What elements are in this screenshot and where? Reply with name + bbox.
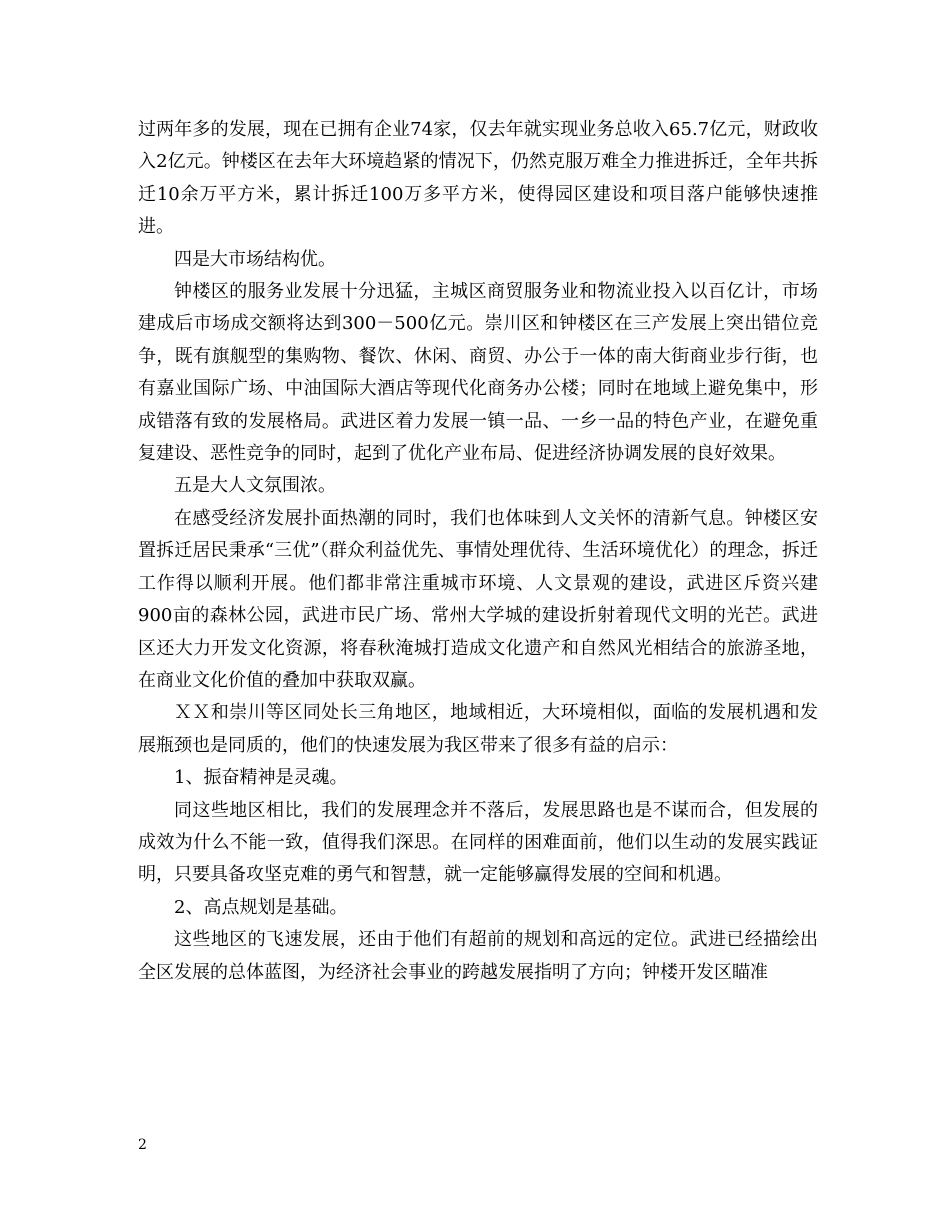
paragraph: 2、高点规划是基础。	[174, 896, 348, 918]
paragraph: 五是大人文氛围浓。	[174, 475, 336, 497]
paragraph: 在感受经济发展扑面热潮的同时，我们也体味到人文关怀的清新气息。钟楼区安置拆迁居民秉承“三优”（群众利益优先、事情处理优待、生活环境优化）的理念，拆迁工作得以顺利开展。他们都非常注重城市环境、人文景观的建设，武进区斥资兴建900亩的森林公园，武进市民广场、常州大学城的建设折射着现代文明的光芒。武进区还大力开发文化资源，将春秋淹城打造成文化遗产和自然风光相结合的旅游圣地，在商业文化价值的叠加中获取双赢。	[138, 507, 818, 691]
paragraph: 1、振奋精神是灵魂。	[174, 767, 348, 789]
paragraph: ＸＸ和崇川等区同处长三角地区，地域相近，大环境相似，面临的发展机遇和发展瓶颈也是同质的，他们的快速发展为我区带来了很多有益的启示：	[138, 702, 818, 756]
paragraph: 这些地区的飞速发展，还由于他们有超前的规划和高远的定位。武进已经描绘出全区发展的总体蓝图，为经济社会事业的跨越发展指明了方向；钟楼开发区瞄准	[138, 929, 818, 983]
page-number: 2	[138, 1137, 147, 1153]
paragraph: 四是大市场结构优。	[174, 248, 336, 270]
paragraph: 同这些地区相比，我们的发展理念并不落后，发展思路也是不谋而合，但发展的成效为什么不能一致，值得我们深思。在同样的困难面前，他们以生动的发展实践证明，只要具备攻坚克难的勇气和智慧，就一定能够赢得发展的空间和机遇。	[138, 799, 818, 886]
paragraph: 过两年多的发展，现在已拥有企业74家，仅去年就实现业务总收入65.7亿元，财政收入2亿元。钟楼区在去年大环境趋紧的情况下，仍然克服万难全力推进拆迁，全年共拆迁10余万平方米，累计拆迁100万多平方米，使得园区建设和项目落户能够快速推进。	[138, 119, 818, 238]
paragraph: 钟楼区的服务业发展十分迅猛，主城区商贸服务业和物流业投入以百亿计，市场建成后市场成交额将达到300－500亿元。崇川区和钟楼区在三产发展上突出错位竞争，既有旗舰型的集购物、餐饮、休闲、商贸、办公于一体的南大街商业步行街，也有嘉业国际广场、中油国际大酒店等现代化商务办公楼；同时在地域上避免集中，形成错落有致的发展格局。武进区着力发展一镇一品、一乡一品的特色产业，在避免重复建设、恶性竞争的同时，起到了优化产业布局、促进经济协调发展的良好效果。	[138, 281, 818, 465]
document-body	[138, 114, 818, 989]
